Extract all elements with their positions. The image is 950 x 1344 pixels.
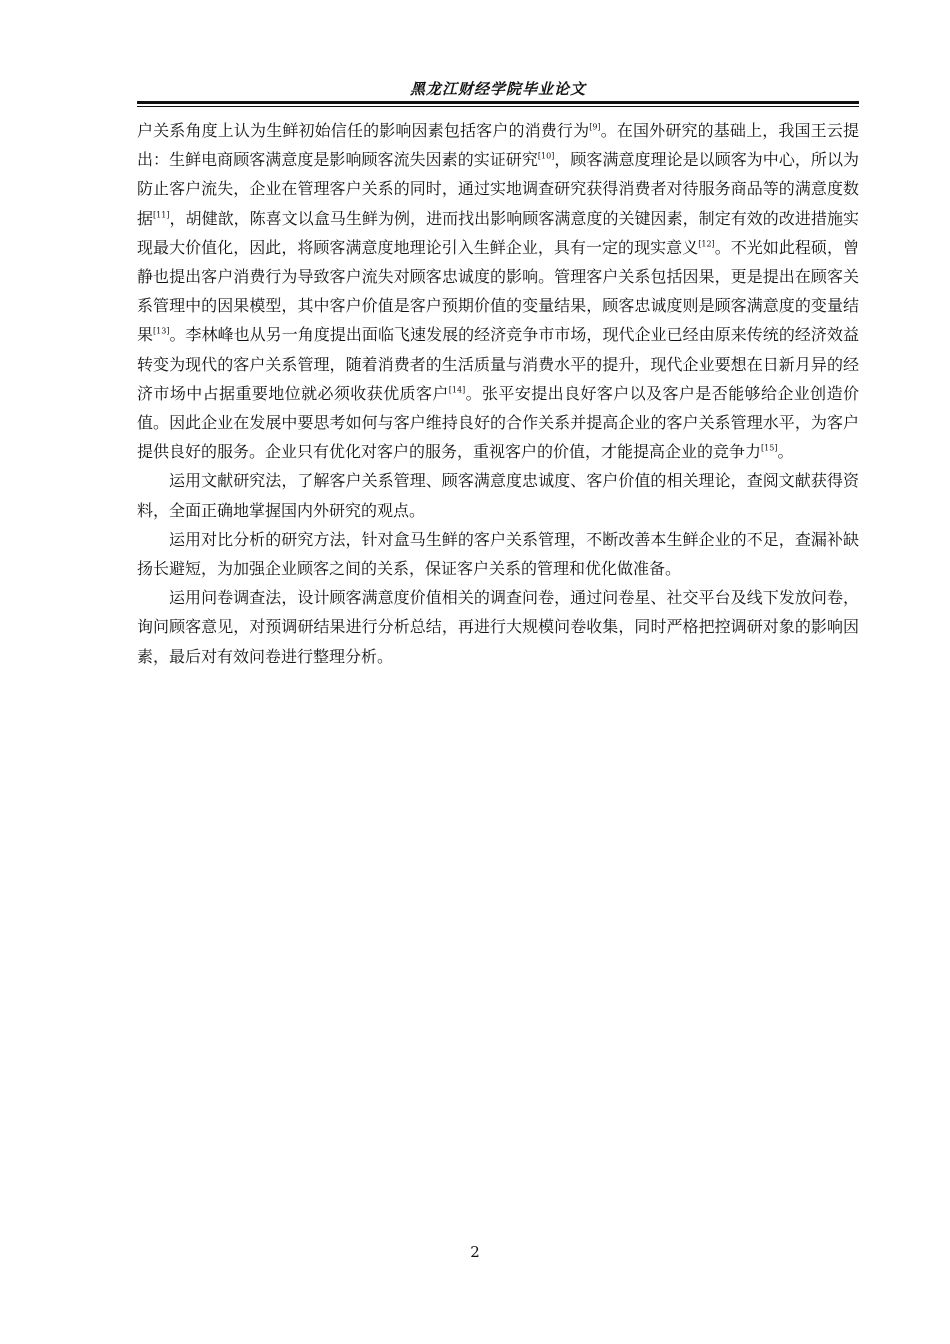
- paragraph-text: 运用问卷调查法，设计顾客满意度价值相关的调查问卷，通过问卷星、社交平台及线下发放问卷，询问顾客意见，对预调研结果进行分析总结，再进行大规模问卷收集，同时严格把控调研对象的影响因素，最后对有效问卷进行整理分析。: [137, 588, 859, 666]
- paragraph-text: 。不光如此程硕，曾静也提出客户消费行为导致客户流失对顾客忠诚度的影响。管理客户关系包括因果，更是提出在顾客关系管理中的因果模型，其中客户价值是客户预期价值的变量结果，顾客忠诚度则是顾客满意度的变量结果: [137, 237, 859, 345]
- paragraph-text: ，顾客满意度理论是以顾客为中心，所以为防止客户流失，企业在管理客户关系的同时，通过实地调查研究获得消费者对待服务商品等的满意度数据: [137, 150, 859, 228]
- paragraph-text: 户关系角度上认为生鲜初始信任的影响因素包括客户的消费行为: [137, 121, 590, 140]
- citation-marker: [14]: [448, 385, 466, 395]
- paragraph: [137, 583, 859, 671]
- citation-marker: [13]: [153, 327, 170, 337]
- paragraph-text: ，胡健歆，陈喜文以盒马生鲜为例，进而找出影响顾客满意度的关键因素，制定有效的改进措施实现最大价值化，因此，将顾客满意度地理论引入生鲜企业，具有一定的现实意义: [137, 208, 859, 257]
- paragraph-text: 运用对比分析的研究方法，针对盒马生鲜的客户关系管理，不断改善本生鲜企业的不足，查漏补缺扬长避短，为加强企业顾客之间的关系，保证客户关系的管理和优化做准备。: [137, 529, 859, 579]
- citation-marker: [9]: [589, 122, 601, 132]
- paragraph-text: 。张平安提出良好客户以及客户是否能够给企业创造价值。因此企业在发展中要思考如何与客户维持良好的合作关系并提高企业的客户关系管理水平，为客户提供良好的服务。企业只有优化对客户的服务，重视客户的价值，才能提高企业的竞争力: [137, 383, 859, 462]
- paragraph: [137, 116, 859, 466]
- citation-marker: [11]: [153, 210, 170, 220]
- paragraph-text: 运用文献研究法，了解客户关系管理、顾客满意度忠诚度、客户价值的相关理论，查阅文献获得资料，全面正确地掌握国内外研究的观点。: [137, 471, 859, 520]
- header-rule-thin: [137, 106, 859, 107]
- citation-marker: [15]: [761, 443, 778, 453]
- paragraph: [137, 525, 859, 583]
- body-text: [137, 116, 859, 671]
- paragraph: [137, 466, 859, 524]
- paragraph-text: 。李林峰也从另一角度提出面临飞速发展的经济竞争市市场，现代企业已经由原来传统的经济效益转变为现代的客户关系管理，随着消费者的生活质量与消费水平的提升，现代企业要想在日新月异的经济市场中占据重要地位就必须收获优质客户: [137, 325, 859, 403]
- page-header: 黑龙江财经学院毕业论文: [409, 80, 586, 98]
- paragraph-text: 。在国外研究的基础上，我国王云提出：生鲜电商顾客满意度是影响顾客流失因素的实证研究: [137, 121, 859, 170]
- citation-marker: [12]: [698, 239, 715, 249]
- citation-marker: [10]: [537, 151, 555, 161]
- paragraph-text: 。: [777, 442, 794, 462]
- header-rule-thick: [137, 101, 859, 104]
- page-number: 2: [470, 1243, 480, 1261]
